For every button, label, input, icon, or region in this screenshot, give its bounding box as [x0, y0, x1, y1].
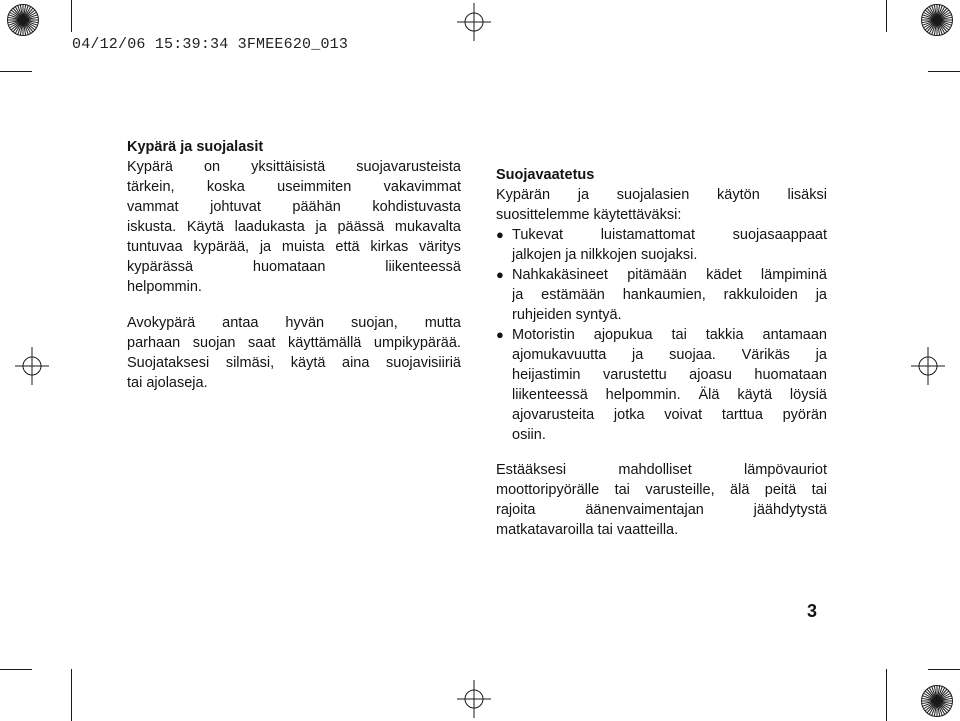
word: parhaan [127, 335, 181, 351]
word: ja [815, 347, 827, 363]
crop-mark [0, 669, 32, 670]
list-item [496, 225, 827, 265]
paragraph [127, 313, 461, 393]
word: huomataan [754, 367, 827, 383]
text-line [496, 185, 827, 205]
word: hyvän [285, 315, 325, 331]
registration-crosshair-icon [456, 679, 492, 719]
word: mutta [424, 315, 461, 331]
word: huomataan [252, 259, 326, 275]
registration-sunburst-icon [920, 684, 954, 718]
word: tai [811, 482, 827, 498]
word: löysiä [789, 387, 827, 403]
word: iskusta. [127, 219, 177, 235]
crop-mark [71, 0, 72, 32]
text-line [127, 157, 461, 177]
word: antamaan [762, 327, 827, 343]
text-line [512, 265, 827, 285]
registration-sunburst-icon [920, 3, 954, 37]
word: rakkuloiden [723, 287, 798, 303]
text-line [127, 177, 461, 197]
text-line [496, 460, 827, 480]
word: kypärää, [193, 239, 250, 255]
word: laadukasta [234, 219, 305, 235]
registration-crosshair-icon [456, 2, 492, 42]
text-line [127, 197, 461, 217]
text-line: matkatavaroilla tai vaatteilla. [496, 522, 679, 538]
crop-mark [71, 669, 72, 721]
word: Estääksesi [496, 462, 567, 478]
word: kirkas [370, 239, 409, 255]
word: tuntuvaa [127, 239, 183, 255]
word: Tukevat [512, 227, 564, 243]
word: Värikäs [741, 347, 790, 363]
word: useimmiten [277, 179, 352, 195]
word: on [203, 159, 221, 175]
crop-mark [886, 0, 887, 32]
text-line [127, 333, 461, 353]
registration-sunburst-icon [6, 3, 40, 37]
word: käyttämällä [288, 335, 362, 351]
text-line [127, 217, 461, 237]
word: suojaa. [669, 347, 716, 363]
text-line: suosittelemme käytettäväksi: [496, 207, 682, 223]
word: käytä [737, 387, 773, 403]
section-heading: Suojavaatetus [496, 167, 595, 183]
registration-crosshair-icon [910, 346, 946, 386]
bullet-icon: ● [496, 227, 504, 242]
section-heading: Kypärä ja suojalasit [127, 139, 264, 155]
right-column [496, 165, 827, 540]
proof-header: 04/12/06 15:39:34 3FMEE620_013 [72, 36, 349, 53]
text-line [496, 480, 827, 500]
list-item [496, 265, 827, 325]
word: äänenvaimentajan [585, 502, 704, 518]
word: muista [281, 239, 325, 255]
page-number: 3 [807, 601, 818, 621]
word: pyörän [782, 407, 827, 423]
text-line [512, 225, 827, 245]
text-line: jalkojen ja nilkkojen suojaksi. [512, 247, 698, 263]
word: suojalasien [616, 187, 690, 203]
word: voivat [664, 407, 703, 423]
bullet-icon: ● [496, 327, 504, 342]
word: päähän [292, 199, 341, 215]
word: tärkein, [127, 179, 175, 195]
text-line [512, 385, 827, 405]
word: varustettu [603, 367, 667, 383]
text-line [127, 237, 461, 257]
word: umpikypärää. [373, 335, 461, 351]
word: vakavimmat [383, 179, 461, 195]
text-line [512, 345, 827, 365]
word: jäähdytystä [753, 502, 827, 518]
word: heijastimin [512, 367, 581, 383]
text-line: tai ajolaseja. [127, 375, 208, 391]
word: saat [248, 335, 276, 351]
word: väritys [419, 239, 461, 255]
word: antaa [222, 315, 259, 331]
word: tarttua [721, 407, 763, 423]
word: päässä [337, 219, 385, 235]
word: Älä [698, 387, 720, 403]
word: ajoasu [689, 367, 732, 383]
word: käytön [717, 187, 760, 203]
word: helpommin. [605, 387, 681, 403]
word: peitä [764, 482, 797, 498]
word: ja [632, 347, 644, 363]
word: älä [730, 482, 750, 498]
word: kohdistuvasta [372, 199, 461, 215]
word: suojan [192, 335, 236, 351]
word: lämpiminä [760, 267, 827, 283]
word: varusteille, [645, 482, 715, 498]
text-line [512, 405, 827, 425]
word: Nahkakäsineet [512, 267, 608, 283]
text-line [512, 365, 827, 385]
word: hankaumien, [622, 287, 706, 303]
word: Motoristin [512, 327, 575, 343]
text-line [512, 285, 827, 305]
word: rajoita [496, 502, 536, 518]
word: ajovarusteita [512, 407, 595, 423]
word: kypärässä [127, 259, 194, 275]
word: mukavalta [394, 219, 461, 235]
word: yksittäisistä [251, 159, 326, 175]
word: ja [259, 239, 272, 255]
word: Kypärä [127, 159, 173, 175]
word: Käytä [186, 219, 224, 235]
text-line: helpommin. [127, 279, 202, 295]
word: suojavarusteista [356, 159, 461, 175]
list-item [496, 325, 827, 445]
word: ja [815, 287, 827, 303]
word: vammat [127, 199, 179, 215]
word: tai [671, 327, 687, 343]
word: tai [614, 482, 630, 498]
word: lisäksi [787, 187, 827, 203]
text-line [127, 257, 461, 277]
text-line [512, 325, 827, 345]
word: ajopukua [593, 327, 653, 343]
word: silmäsi, [225, 355, 275, 371]
word: takkia [705, 327, 744, 343]
text-line: ruhjeiden syntyä. [512, 307, 622, 323]
left-column [127, 137, 461, 393]
text-line: osiin. [512, 427, 546, 443]
text-line [496, 500, 827, 520]
word: ja [577, 187, 590, 203]
word: ja [512, 287, 524, 303]
word: ja [315, 219, 327, 235]
word: jotka [613, 407, 645, 423]
word: suojavisiiriä [386, 355, 461, 371]
word: käytä [290, 355, 326, 371]
text-line [127, 313, 461, 333]
word: koska [206, 179, 245, 195]
word: liikenteessä [385, 259, 461, 275]
word: kädet [706, 267, 742, 283]
word: suojan, [351, 315, 398, 331]
word: Suojataksesi [127, 355, 210, 371]
word: estämään [541, 287, 605, 303]
text-line [127, 353, 461, 373]
word: että [335, 239, 360, 255]
paragraph [496, 185, 827, 225]
crop-mark [928, 71, 960, 72]
paragraph [496, 460, 827, 540]
word: lämpövauriot [743, 462, 827, 478]
crop-mark [886, 669, 887, 721]
crop-mark [0, 71, 32, 72]
word: mahdolliset [618, 462, 692, 478]
word: johtuvat [210, 199, 261, 215]
crop-mark [928, 669, 960, 670]
word: ajomukavuutta [512, 347, 607, 363]
paragraph [127, 157, 461, 297]
bullet-icon: ● [496, 267, 504, 282]
word: pitämään [627, 267, 687, 283]
word: suojasaappaat [732, 227, 827, 243]
word: liikenteessä [512, 387, 588, 403]
word: Kypärän [496, 187, 551, 203]
word: luistamattomat [600, 227, 695, 243]
word: Avokypärä [127, 315, 196, 331]
registration-crosshair-icon [14, 346, 50, 386]
word: aina [342, 355, 370, 371]
word: moottoripyörälle [496, 482, 600, 498]
